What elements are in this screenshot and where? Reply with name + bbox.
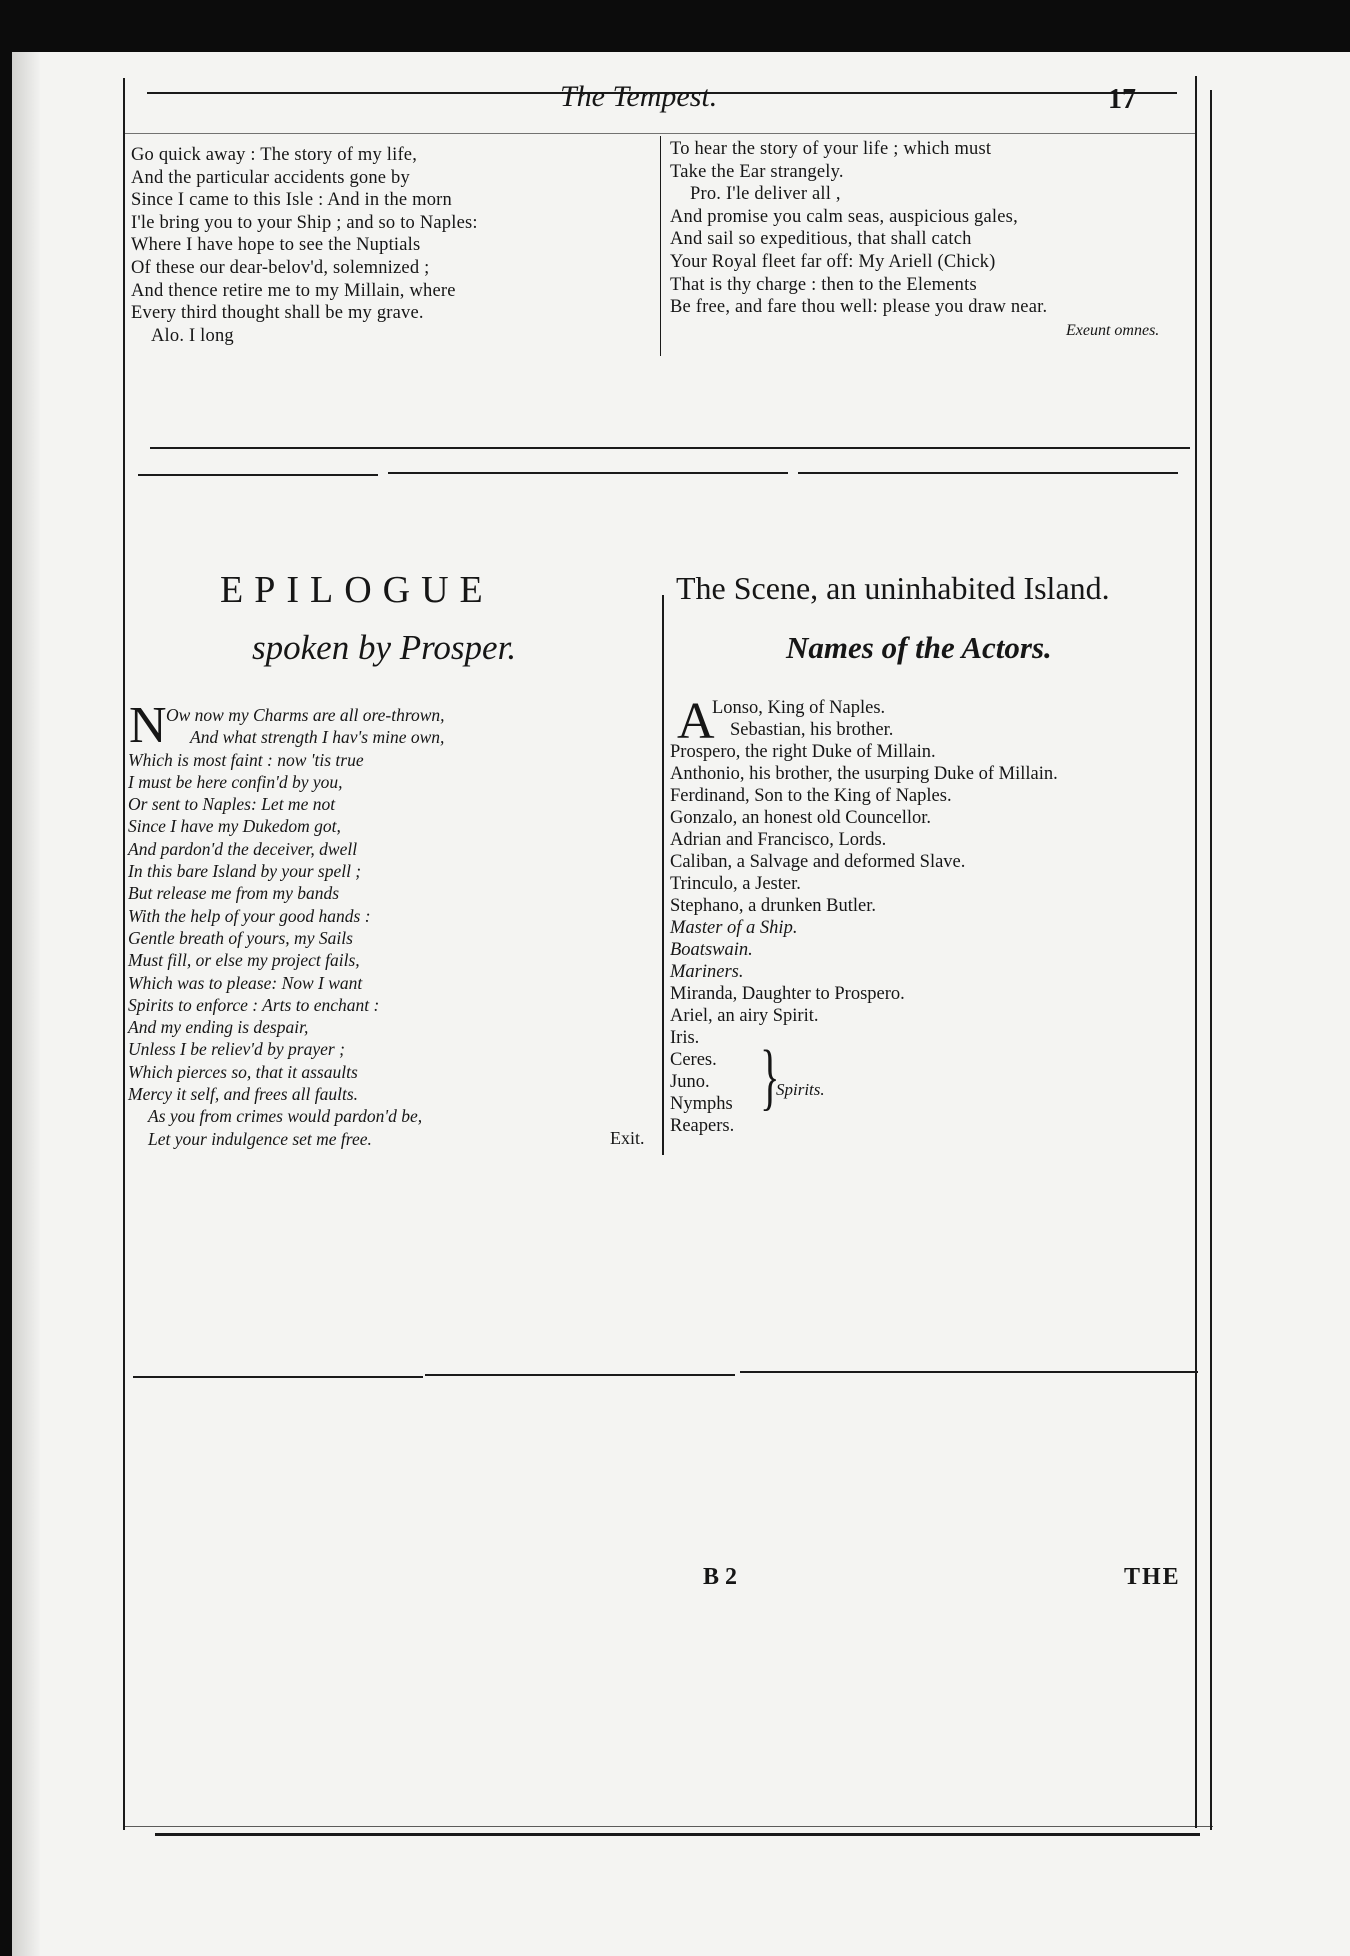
verse-line: Must fill, or else my project fails, <box>128 950 360 971</box>
verse-line: Unless I be reliev'd by prayer ; <box>128 1039 345 1060</box>
verse-line: And promise you calm seas, auspicious gales, <box>670 206 1018 227</box>
verse-line: Spirits to enforce : Arts to enchant : <box>128 994 380 1015</box>
verse-line: And thence retire me to my Millain, where <box>131 280 456 301</box>
verse-line: I'le bring you to your Ship ; and so to Naples: <box>131 212 478 233</box>
header-sub-rule <box>125 133 1195 134</box>
verse-line: As you from crimes would pardon'd be, <box>148 1106 423 1127</box>
cast-entry: Gonzalo, an honest old Councellor. <box>670 808 932 828</box>
cast-entry: Mariners. <box>670 962 744 982</box>
scene-title: The Scene, an uninhabited Island. <box>676 570 1110 606</box>
verse-line: Where I have hope to see the Nuptials <box>131 235 421 256</box>
verse-line: Go quick away : The story of my life, <box>131 145 418 165</box>
frame-right-rule-outer <box>1210 90 1212 1830</box>
page-gutter <box>12 52 40 1956</box>
verse-line: Let your indulgence set me free. <box>148 1128 372 1149</box>
lower-rule-mid <box>425 1374 735 1376</box>
verse-line: Since I came to this Isle : And in the morn <box>131 190 452 211</box>
cast-entry: Sebastian, his brother. <box>730 720 894 740</box>
cast-entry: Prospero, the right Duke of Millain. <box>670 742 936 762</box>
frame-right-rule <box>1195 76 1197 1828</box>
lower-rule-right <box>740 1371 1198 1373</box>
verse-line: Be free, and fare thou well: please you draw near. <box>670 297 1048 318</box>
verse-line: Which was to please: Now I want <box>128 972 363 993</box>
top-right-verse <box>670 138 1047 319</box>
verse-line: Pro. I'le deliver all , <box>690 184 841 205</box>
epilogue-drop-cap: N <box>129 697 167 754</box>
section-rule-upper <box>150 447 1190 449</box>
lower-rule-left <box>133 1376 423 1378</box>
verse-line: Your Royal fleet far off: My Ariell (Chick) <box>670 251 996 272</box>
cast-entry: Boatswain. <box>670 940 753 960</box>
verse-line: Which is most faint : now 'tis true <box>128 749 364 770</box>
verse-line: In this bare Island by your spell ; <box>128 861 362 882</box>
spirits-brace: } <box>759 1036 780 1118</box>
section-rule-lower-right <box>798 472 1178 474</box>
verse-line: Which pierces so, that it assaults <box>128 1061 358 1082</box>
exeunt-direction: Exeunt omnes. <box>1066 322 1160 339</box>
epilogue-subtitle: spoken by Prosper. <box>252 628 517 667</box>
verse-line: To hear the story of your life ; which must <box>670 139 992 159</box>
running-title: The Tempest. <box>560 80 718 113</box>
frame-left-rule <box>123 78 125 1830</box>
exit-direction: Exit. <box>610 1128 645 1148</box>
bottom-frame-rule <box>155 1833 1200 1836</box>
cast-entry: Stephano, a drunken Butler. <box>670 896 877 916</box>
verse-line: And my ending is despair, <box>128 1017 309 1038</box>
cast-entry: Caliban, a Salvage and deformed Slave. <box>670 852 966 872</box>
epilogue-title: EPILOGUE <box>220 569 494 611</box>
verse-line: And the particular accidents gone by <box>131 167 410 188</box>
verse-line: Gentle breath of yours, my Sails <box>128 927 353 948</box>
signature-mark: B 2 <box>703 1564 738 1590</box>
cast-entry: Ceres. <box>670 1050 717 1070</box>
cast-entry: Juno. <box>670 1072 710 1092</box>
spirits-label: Spirits. <box>776 1080 825 1099</box>
verse-line: Or sent to Naples: Let me not <box>128 794 336 815</box>
cast-entry: Iris. <box>670 1028 700 1048</box>
cast-list <box>670 693 1058 1137</box>
verse-line: Of these our dear-belov'd, solemnized ; <box>131 257 430 278</box>
page-number: 17 <box>1108 84 1136 115</box>
cast-entry: Ferdinand, Son to the King of Naples. <box>670 786 952 806</box>
cast-entry: Adrian and Francisco, Lords. <box>670 830 887 850</box>
verse-line: And pardon'd the deceiver, dwell <box>128 838 358 859</box>
verse-line: With the help of your good hands : <box>128 905 371 926</box>
epilogue-verse <box>128 704 445 1150</box>
verse-line: Since I have my Dukedom got, <box>128 816 341 837</box>
top-left-verse <box>131 144 478 347</box>
middle-column-divider <box>662 595 664 1155</box>
verse-line: And what strength I hav's mine own, <box>190 727 445 748</box>
cast-drop-cap: A <box>677 693 715 750</box>
verse-line: Mercy it self, and frees all faults. <box>128 1084 359 1105</box>
verse-line: I must be here confin'd by you, <box>128 771 343 792</box>
verse-line: That is thy charge : then to the Elements <box>670 274 977 295</box>
cast-entry: Miranda, Daughter to Prospero. <box>670 984 905 1004</box>
cast-entry: Nymphs <box>670 1094 733 1114</box>
cast-entry: Lonso, King of Naples. <box>712 698 886 718</box>
cast-entry: Ariel, an airy Spirit. <box>670 1006 819 1026</box>
names-heading: Names of the Actors. <box>786 630 1052 665</box>
section-rule-lower-mid <box>388 472 788 474</box>
verse-line: Alo. I long <box>151 325 234 346</box>
verse-line: Ow now my Charms are all ore-thrown, <box>166 705 445 725</box>
verse-line: And sail so expeditious, that shall catch <box>670 229 972 250</box>
cast-entry: Trinculo, a Jester. <box>670 874 801 894</box>
top-column-divider <box>660 136 661 356</box>
verse-line: But release me from my bands <box>128 883 340 904</box>
bottom-frame-rule-thin <box>123 1826 1213 1827</box>
cast-entry: Reapers. <box>670 1116 735 1136</box>
cast-entry: Master of a Ship. <box>670 918 798 938</box>
catchword: THE <box>1124 1564 1181 1590</box>
section-rule-lower-left <box>138 474 378 476</box>
verse-line: Take the Ear strangely. <box>670 161 844 182</box>
cast-entry: Anthonio, his brother, the usurping Duke of Millain. <box>670 764 1058 784</box>
verse-line: Every third thought shall be my grave. <box>131 303 424 324</box>
